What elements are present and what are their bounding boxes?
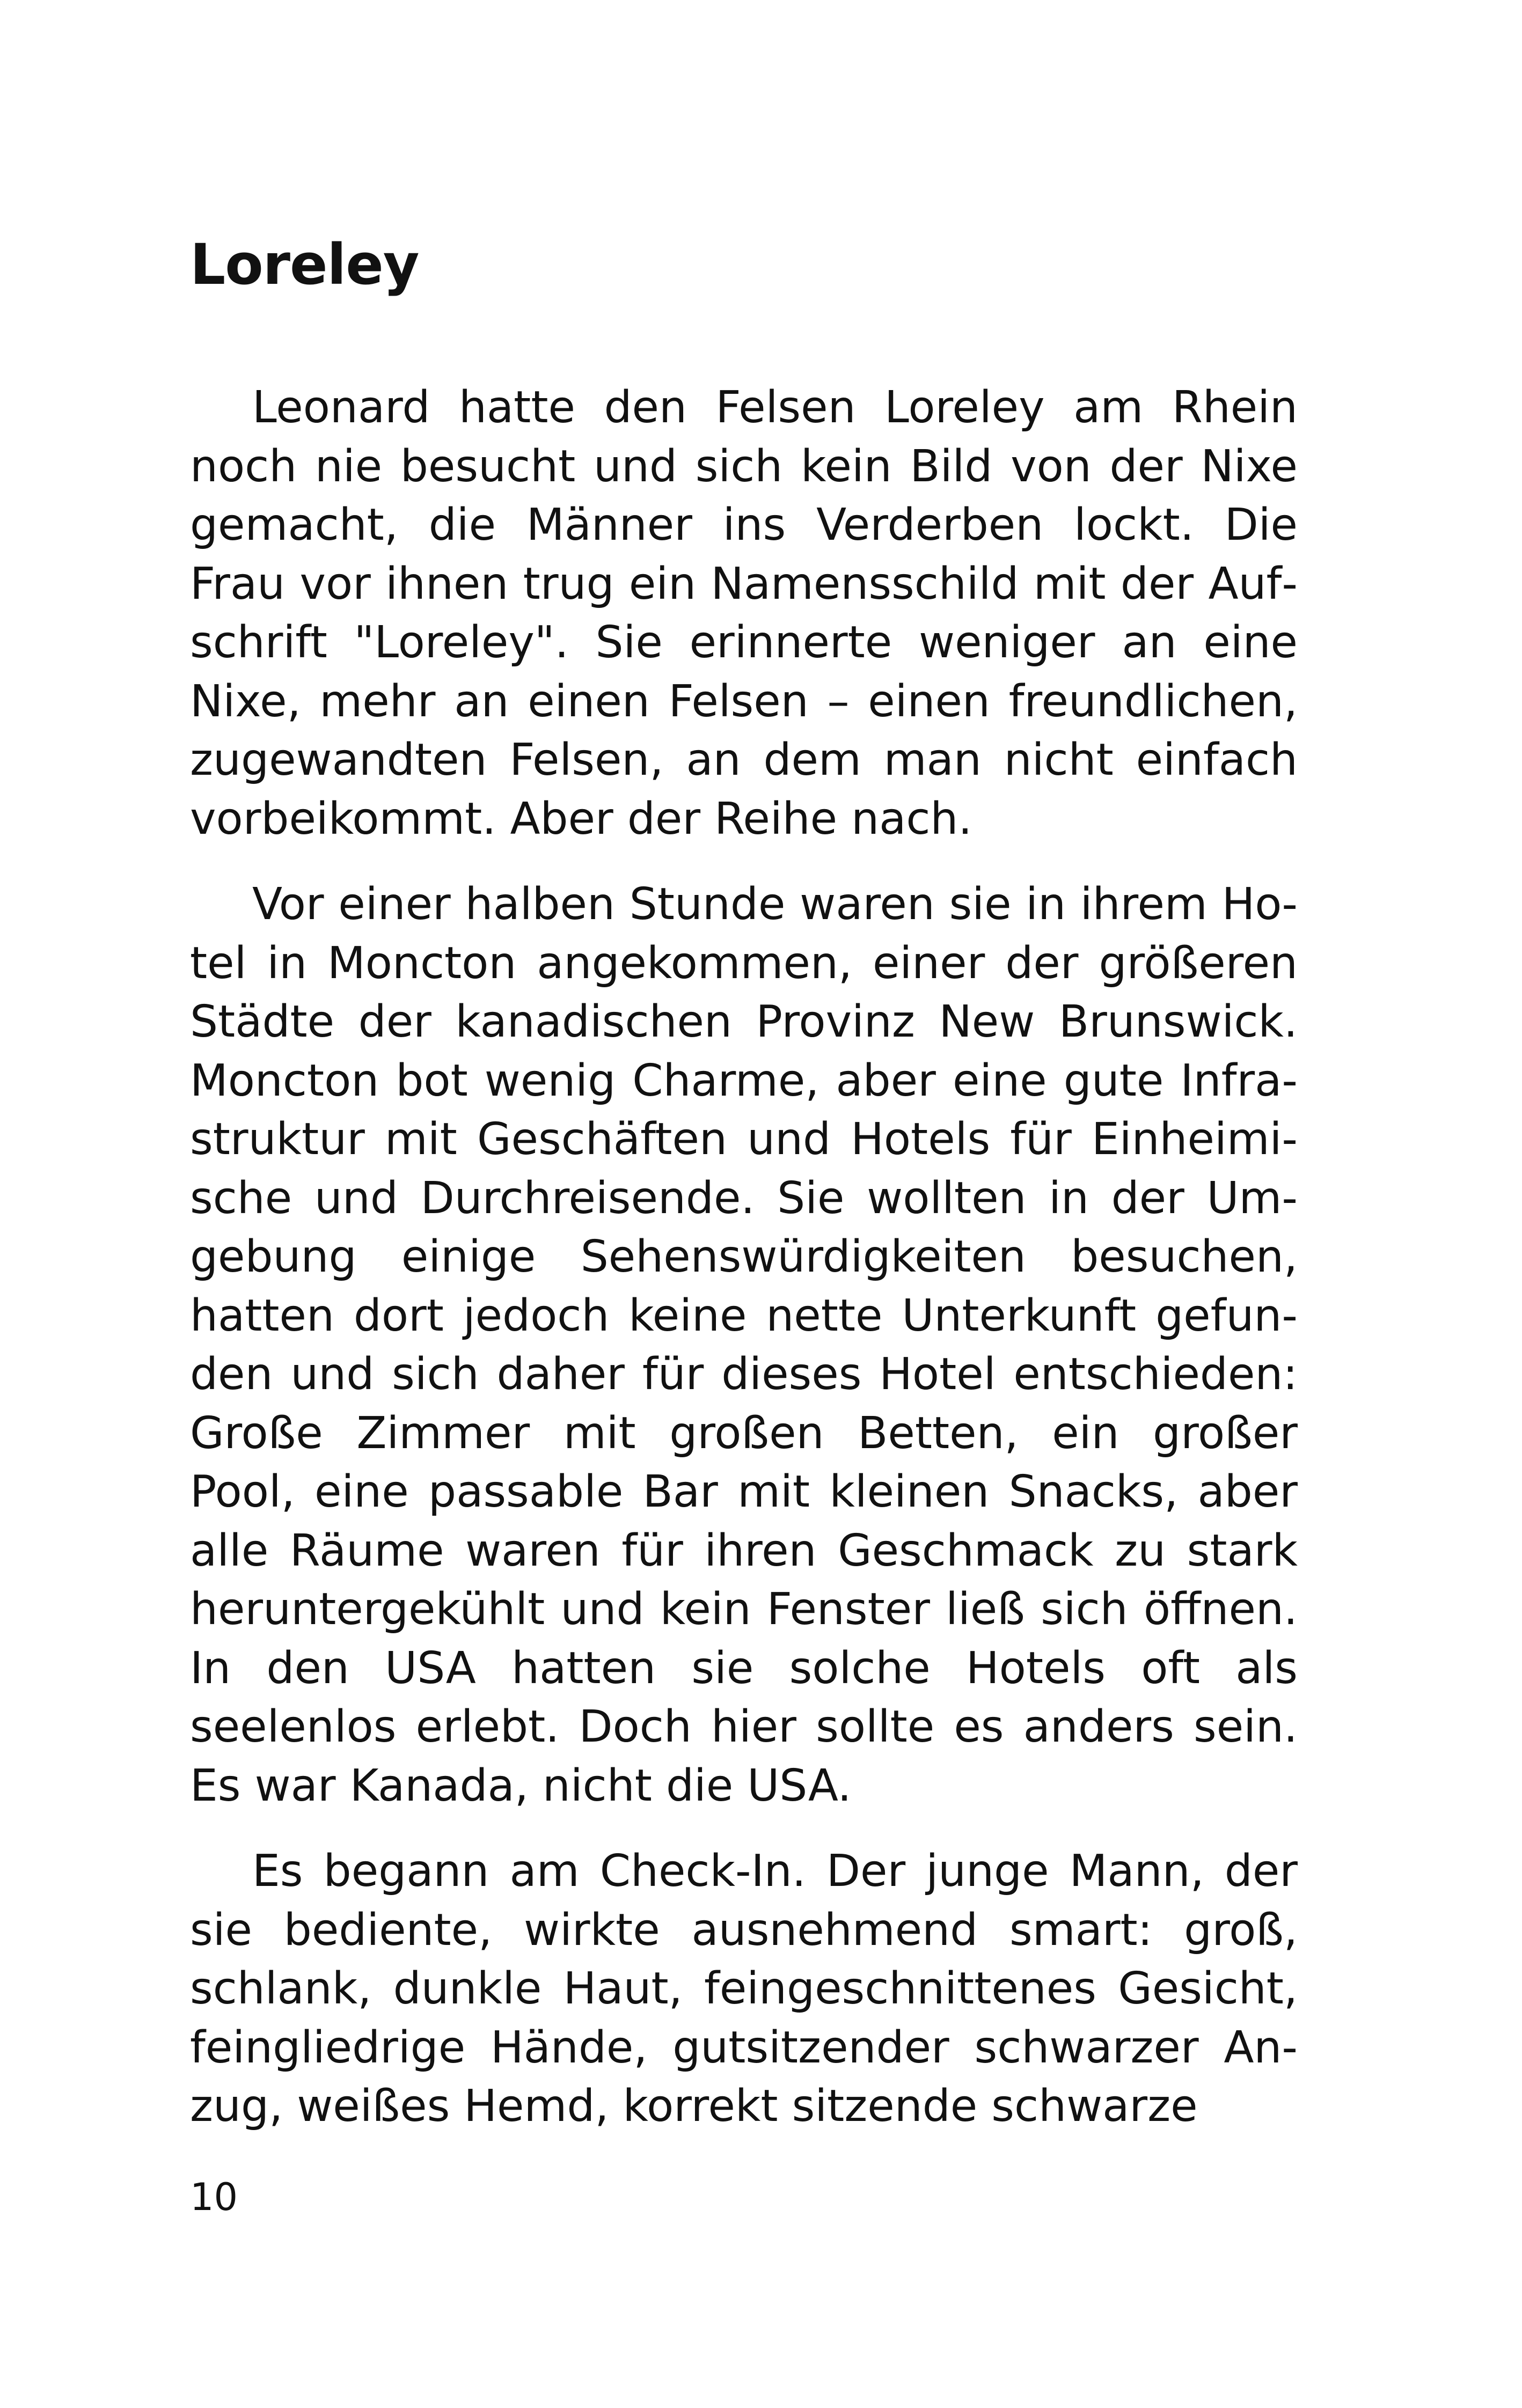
paragraph-2: Vor einer halben Stunde waren sie in ihrem Hotel in Moncton angekommen, einer der größeren Städte der kanadischen Provinz New Brunswick. Moncton bot wenig Charme, aber eine gute Infrastruktur mit Geschäften und Hotels für Einheimische und Durchreisende. Sie wollten in der Umgebung einige Sehenswürdigkeiten besuchen, hatten dort jedoch keine nette Unterkunft gefunden und sich daher für dieses Hotel entschieden: Große Zimmer mit großen Betten, ein großer Pool, eine passable Bar mit kleinen Snacks, aber alle Räume waren für ihren Geschmack zu stark heruntergekühlt und kein Fenster ließ sich öffnen. In den USA hatten sie solche Hotels oft als seelenlos erlebt. Doch hier sollte es anders sein. Es war Kanada, nicht die USA. xyxy=(190,879,1298,1811)
paragraph-3: Es begann am Check-In. Der junge Mann, der sie bediente, wirkte ausnehmend smart: groß, schlank, dunkle Haut, feingeschnittenes Gesicht, feingliedrige Hände, gutsitzender schwarzer Anzug, weißes Hemd, korrekt sitzende schwarze xyxy=(190,1846,1298,2132)
paragraph-1: Leonard hatte den Felsen Loreley am Rhein noch nie besucht und sich kein Bild von der Nixe gemacht, die Männer ins Verderben lockt. Die Frau vor ihnen trug ein Namensschild mit der Aufschrift "Loreley". Sie erinnerte weniger an eine Nixe, mehr an einen Felsen – einen freundlichen, zugewandten Felsen, an dem man nicht einfach vorbeikommt. Aber der Reihe nach. xyxy=(190,382,1298,845)
chapter-title: Loreley xyxy=(190,232,419,297)
page-number: 10 xyxy=(190,2175,238,2219)
body-text xyxy=(190,378,1298,2163)
